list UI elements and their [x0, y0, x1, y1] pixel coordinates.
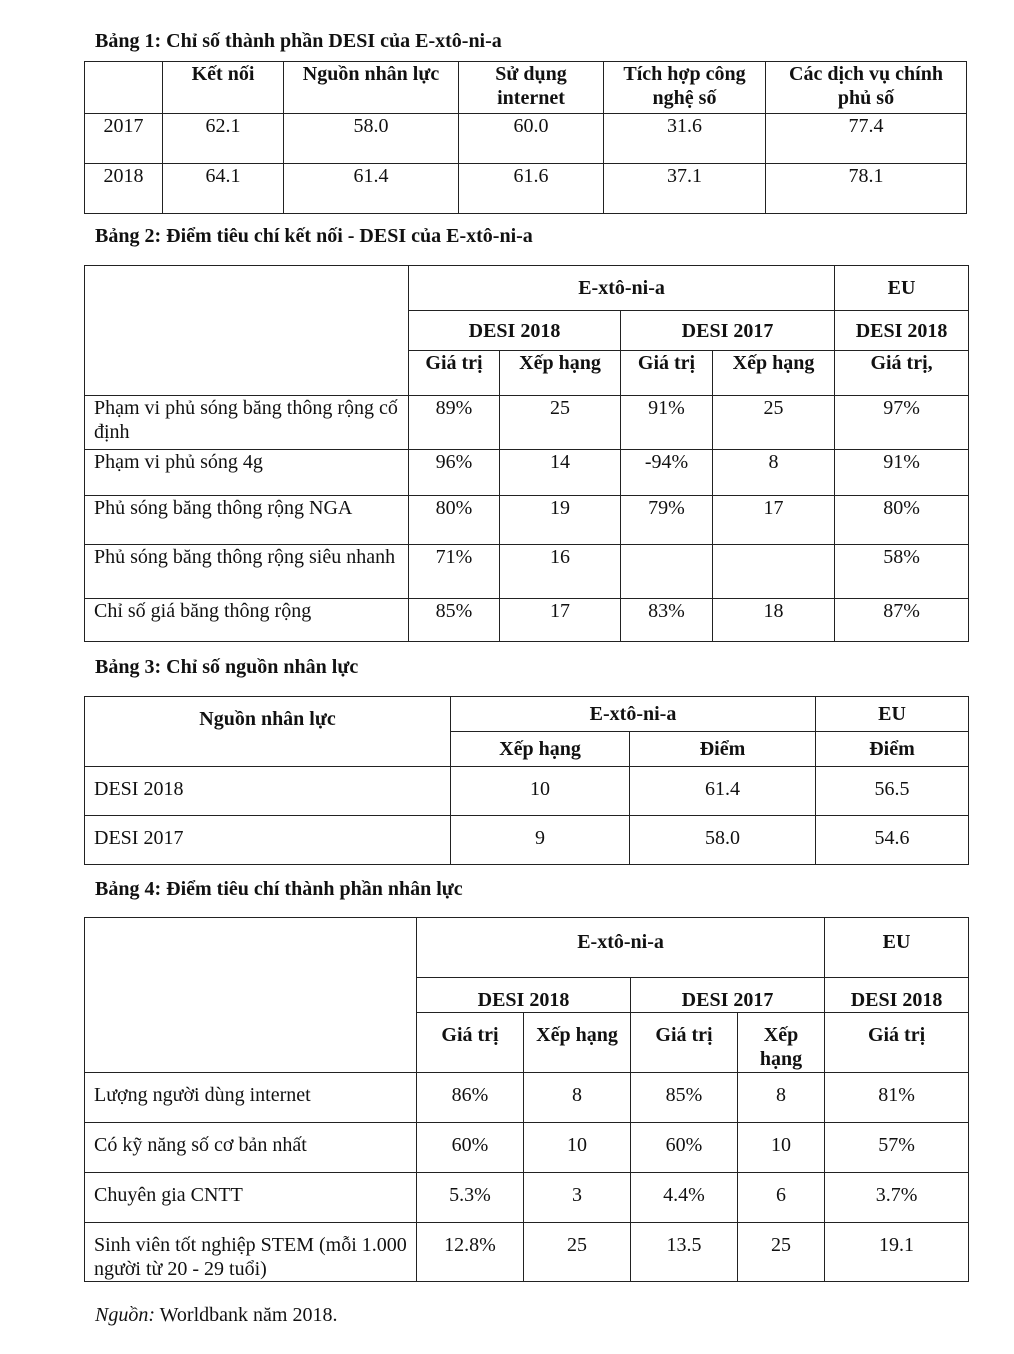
row-label: Phạm vi phủ sóng 4g: [85, 450, 409, 496]
row-label: Chỉ số giá băng thông rộng: [85, 599, 409, 642]
table-cell: 85%: [631, 1073, 738, 1123]
table-cell: 57%: [825, 1123, 969, 1173]
table-row: [85, 1073, 969, 1123]
table-row: [85, 114, 967, 164]
table4-eu-desi2018-header: DESI 2018: [825, 978, 969, 1013]
row-label: Lượng người dùng internet: [85, 1073, 417, 1123]
table4-eu-header: EU: [825, 918, 969, 978]
table4-eu-value-header: Giá trị: [825, 1013, 969, 1073]
table-cell: 8: [524, 1073, 631, 1123]
table-cell: 60.0: [459, 114, 604, 164]
table-cell: 97%: [835, 396, 969, 450]
row-label: DESI 2017: [85, 816, 451, 865]
table-cell: 3: [524, 1173, 631, 1223]
table-row: [85, 450, 969, 496]
table3-eu-header: EU: [816, 697, 969, 732]
table-cell: 37.1: [604, 164, 766, 214]
table-cell: 78.1: [766, 164, 967, 214]
row-label: Phủ sóng băng thông rộng siêu nhanh: [85, 545, 409, 599]
table3-rank-header: Xếp hạng: [451, 732, 630, 767]
table-cell: 31.6: [604, 114, 766, 164]
table2-value-header: Giá trị: [621, 351, 713, 396]
source-text: Worldbank năm 2018.: [155, 1304, 338, 1326]
table3-header-row: [85, 697, 969, 732]
table3-label-header: Nguồn nhân lực: [85, 697, 451, 767]
table-cell: 14: [500, 450, 621, 496]
table2-rank-header: Xếp hạng: [713, 351, 835, 396]
table-cell: 61.6: [459, 164, 604, 214]
table-cell: 64.1: [163, 164, 284, 214]
source-note: [95, 1304, 337, 1327]
table-cell: 56.5: [816, 767, 969, 816]
table-cell: 89%: [409, 396, 500, 450]
row-label: Có kỹ năng số cơ bản nhất: [85, 1123, 417, 1173]
table4-caption: Bảng 4: Điểm tiêu chí thành phần nhân lực: [95, 878, 463, 900]
table-cell: 77.4: [766, 114, 967, 164]
table-cell: 83%: [621, 599, 713, 642]
table-cell: 2017: [85, 114, 163, 164]
table-cell: 85%: [409, 599, 500, 642]
table4-country-header: E-xtô-ni-a: [417, 918, 825, 978]
table2-caption: Bảng 2: Điểm tiêu chí kết nối - DESI của E-xtô-ni-a: [95, 225, 533, 247]
table-cell: 60%: [417, 1123, 524, 1173]
row-label: Phạm vi phủ sóng băng thông rộng cố định: [85, 396, 409, 450]
table-row: [85, 545, 969, 599]
table2-country-header: E-xtô-ni-a: [409, 266, 835, 311]
table2-eu-header: EU: [835, 266, 969, 311]
table4-rank-header: Xếp hạng: [738, 1013, 825, 1073]
table-cell: 71%: [409, 545, 500, 599]
table2-corner-cell: [85, 266, 409, 396]
table-cell: 17: [713, 496, 835, 545]
table1-header-cell: Các dịch vụ chính phủ số: [766, 62, 967, 114]
table-cell: 86%: [417, 1073, 524, 1123]
table-cell: -94%: [621, 450, 713, 496]
table-row: [85, 599, 969, 642]
table3: [84, 696, 969, 865]
table-cell: 9: [451, 816, 630, 865]
table1-header-cell: Nguồn nhân lực: [284, 62, 459, 114]
table1-header-cell: Sử dụng internet: [459, 62, 604, 114]
table2-eu-value-header: Giá trị,: [835, 351, 969, 396]
table4-desi2018-header: DESI 2018: [417, 978, 631, 1013]
table-cell: [621, 545, 713, 599]
table-cell: 25: [524, 1223, 631, 1282]
table1: [84, 61, 967, 214]
table1-header-row: [85, 62, 967, 114]
table-cell: 8: [713, 450, 835, 496]
table1-header-cell: Kết nối: [163, 62, 284, 114]
table-cell: 25: [713, 396, 835, 450]
table-cell: 62.1: [163, 114, 284, 164]
row-label: Chuyên gia CNTT: [85, 1173, 417, 1223]
table-cell: 19: [500, 496, 621, 545]
table-row: [85, 1123, 969, 1173]
table2-rank-header: Xếp hạng: [500, 351, 621, 396]
table-cell: 91%: [835, 450, 969, 496]
table3-country-header: E-xtô-ni-a: [451, 697, 816, 732]
table-cell: 80%: [835, 496, 969, 545]
table-row: [85, 767, 969, 816]
table4-value-header: Giá trị: [417, 1013, 524, 1073]
table-row: [85, 816, 969, 865]
table2-desi2018-header: DESI 2018: [409, 311, 621, 351]
table4: [84, 917, 969, 1282]
table2-value-header: Giá trị: [409, 351, 500, 396]
table-cell: 10: [451, 767, 630, 816]
table-cell: 91%: [621, 396, 713, 450]
table-cell: 79%: [621, 496, 713, 545]
table-cell: 5.3%: [417, 1173, 524, 1223]
table-cell: 10: [738, 1123, 825, 1173]
table4-rank-header: Xếp hạng: [524, 1013, 631, 1073]
row-label: Sinh viên tốt nghiệp STEM (mỗi 1.000 người từ 20 - 29 tuổi): [85, 1223, 417, 1282]
table-cell: 25: [738, 1223, 825, 1282]
table2: [84, 265, 969, 642]
table-row: [85, 396, 969, 450]
table-cell: 80%: [409, 496, 500, 545]
table-cell: [713, 545, 835, 599]
table4-desi2017-header: DESI 2017: [631, 978, 825, 1013]
source-label: Nguồn:: [95, 1304, 155, 1326]
table-cell: 6: [738, 1173, 825, 1223]
table-row: [85, 496, 969, 545]
table-cell: 81%: [825, 1073, 969, 1123]
table3-eu-score-header: Điểm: [816, 732, 969, 767]
table-cell: 10: [524, 1123, 631, 1173]
table-cell: 8: [738, 1073, 825, 1123]
table4-header-row: [85, 918, 969, 978]
table-cell: 58.0: [630, 816, 816, 865]
table-cell: 18: [713, 599, 835, 642]
table1-header-cell: Tích hợp công nghệ số: [604, 62, 766, 114]
table-row: [85, 1173, 969, 1223]
table-cell: 17: [500, 599, 621, 642]
table-cell: 19.1: [825, 1223, 969, 1282]
table-cell: 58%: [835, 545, 969, 599]
table-cell: 58.0: [284, 114, 459, 164]
table2-desi2017-header: DESI 2017: [621, 311, 835, 351]
table4-corner-cell: [85, 918, 417, 1073]
table-cell: 3.7%: [825, 1173, 969, 1223]
table2-header-row: [85, 266, 969, 311]
table3-score-header: Điểm: [630, 732, 816, 767]
table-cell: 2018: [85, 164, 163, 214]
table-row: [85, 1223, 969, 1282]
table-cell: 25: [500, 396, 621, 450]
table1-header-cell: [85, 62, 163, 114]
table-cell: 61.4: [284, 164, 459, 214]
table1-caption: Bảng 1: Chỉ số thành phần DESI của E-xtô-ni-a: [95, 30, 502, 52]
table-cell: 12.8%: [417, 1223, 524, 1282]
table-row: [85, 164, 967, 214]
table3-caption: Bảng 3: Chỉ số nguồn nhân lực: [95, 656, 359, 678]
row-label: DESI 2018: [85, 767, 451, 816]
table4-value-header: Giá trị: [631, 1013, 738, 1073]
table-cell: 87%: [835, 599, 969, 642]
table-cell: 96%: [409, 450, 500, 496]
table-cell: 61.4: [630, 767, 816, 816]
row-label: Phủ sóng băng thông rộng NGA: [85, 496, 409, 545]
table-cell: 13.5: [631, 1223, 738, 1282]
table-cell: 54.6: [816, 816, 969, 865]
table2-eu-desi2018-header: DESI 2018: [835, 311, 969, 351]
table-cell: 60%: [631, 1123, 738, 1173]
table-cell: 4.4%: [631, 1173, 738, 1223]
table-cell: 16: [500, 545, 621, 599]
